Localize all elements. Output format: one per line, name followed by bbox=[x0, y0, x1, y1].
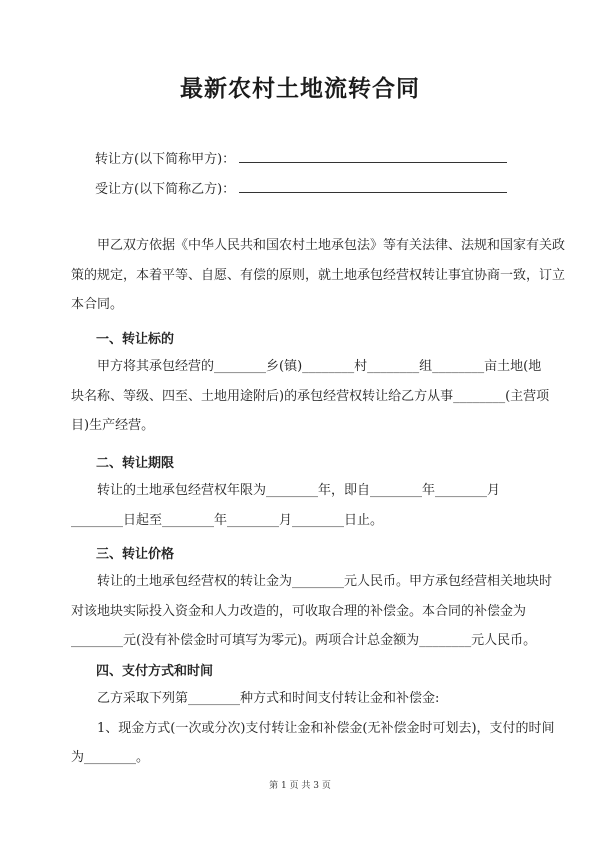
document-title: 最新农村土地流转合同 bbox=[180, 75, 420, 102]
section-line: 对该地块实际投入资金和人力改造的，可收取合理的补偿金。本合同的补偿金为 bbox=[71, 603, 527, 619]
section-heading-subject: 一、转让标的 bbox=[96, 332, 175, 347]
section-line: 为________。 bbox=[71, 750, 150, 765]
section-heading-payment: 四、支付方式和时间 bbox=[96, 664, 214, 679]
section-line: 1、现金方式(一次或分次)支付转让金和补偿金(无补偿金时可划去)，支付的时间 bbox=[97, 720, 555, 736]
section-heading-term: 二、转让期限 bbox=[96, 456, 175, 471]
section-body-term bbox=[71, 476, 531, 535]
transferee-blank-line bbox=[239, 178, 507, 193]
section-body-price bbox=[71, 567, 553, 656]
preamble-line: 策的规定，本着平等、自愿、有偿的原则，就土地承包经营权转让事宜协商一致，订立 bbox=[71, 267, 566, 283]
section-line: ________元(没有补偿金时可填写为零元)。两项合计总金额为________元人民币。 bbox=[71, 633, 537, 648]
section-body-payment bbox=[71, 684, 555, 773]
transferee-field bbox=[95, 178, 507, 197]
transferor-label: 转让方(以下简称甲方)： bbox=[95, 152, 236, 167]
page-number-footer: 第 1 页 共 3 页 bbox=[269, 781, 331, 791]
section-line: 转让的土地承包经营权的转让金为________元人民币。甲方承包经营相关地块时 bbox=[97, 574, 553, 589]
section-line: 块名称、等级、四至、土地用途附后)的承包经营权转让给乙方从事________(主营项 bbox=[71, 388, 550, 404]
preamble-line: 本合同。 bbox=[71, 297, 124, 312]
transferor-blank-line bbox=[239, 148, 507, 163]
section-line: ________日起至________年________月________日止。 bbox=[71, 512, 384, 528]
transferor-field bbox=[95, 148, 507, 167]
section-line: 转让的土地承包经营权年限为________年，即自________年________月 bbox=[97, 483, 501, 498]
section-line: 甲方将其承包经营的________乡(镇)________村________组________亩土地(地 bbox=[97, 359, 542, 374]
section-line: 目)生产经营。 bbox=[71, 418, 155, 433]
section-body-subject bbox=[71, 352, 550, 441]
preamble-paragraph bbox=[71, 231, 566, 320]
section-heading-price: 三、转让价格 bbox=[96, 547, 175, 562]
preamble-line: 甲乙双方依据《中华人民共和国农村土地承包法》等有关法律、法规和国家有关政 bbox=[97, 238, 566, 253]
section-line: 乙方采取下列第________种方式和时间支付转让金和补偿金: bbox=[97, 691, 440, 706]
transferee-label: 受让方(以下简称乙方)： bbox=[95, 182, 236, 197]
